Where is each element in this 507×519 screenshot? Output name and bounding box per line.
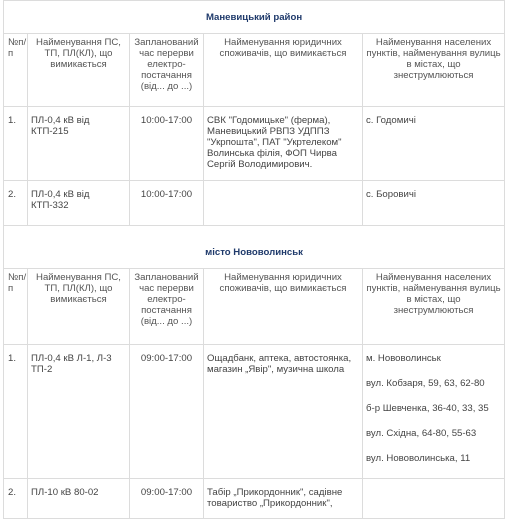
outage-schedule-table <box>3 0 505 519</box>
row-time: 09:00-17:00 <box>130 345 204 479</box>
row-consumers: Табір „Прикордонник", садівне товариство „Прикордонник", <box>204 479 363 519</box>
header-number: №п/п <box>4 34 28 107</box>
header-ps: Найменування ПС, ТП, ПЛ(КЛ), що вимикається <box>28 34 130 107</box>
row-settlements <box>363 345 505 479</box>
row-ps: ПЛ-10 кВ 80-02 <box>28 479 130 519</box>
header-settlements: Найменування населених пунктів, найменування вулиць в містах, що знеструмлюються <box>363 34 505 107</box>
header-consumers: Найменування юридичних споживачів, що вимикається <box>204 269 363 345</box>
row-settlements: с. Годомичі <box>363 107 505 181</box>
table-header-row <box>4 269 505 345</box>
row-number: 1. <box>4 107 28 181</box>
header-ps: Найменування ПС, ТП, ПЛ(КЛ), що вимикається <box>28 269 130 345</box>
table-row <box>4 345 505 479</box>
settlement-line: вул. Східна, 64-80, 55-63 <box>366 428 477 439</box>
row-ps: ПЛ-0,4 кВ Л-1, Л-3 ТП-2 <box>28 345 130 479</box>
header-settlements: Найменування населених пунктів, найменування вулиць в містах, що знеструмлюються <box>363 269 505 345</box>
row-ps: ПЛ-0,4 кВ від КТП-215 <box>28 107 130 181</box>
settlement-line: м. Нововолинськ <box>366 353 441 364</box>
table-row <box>4 479 505 519</box>
header-time: Запланований час перерви електро-постачання (від... до ...) <box>130 269 204 345</box>
row-ps: ПЛ-0,4 кВ від КТП-332 <box>28 181 130 226</box>
row-number: 2. <box>4 479 28 519</box>
row-number: 1. <box>4 345 28 479</box>
settlement-line: б-р Шевченка, 36-40, 33, 35 <box>366 403 489 414</box>
table-header-row <box>4 34 505 107</box>
row-consumers: СВК "Годомицьке" (ферма), Маневицький РВПЗ УДППЗ "Укрпошта", ПАТ "Укртелеком" Волинська філія, ФОП Чирва Сергій Володимирович. <box>204 107 363 181</box>
row-consumers: Ощадбанк, аптека, автостоянка, магазин „Явір", музична школа <box>204 345 363 479</box>
header-number: №п/п <box>4 269 28 345</box>
row-time: 09:00-17:00 <box>130 479 204 519</box>
header-consumers: Найменування юридичних споживачів, що вимикається <box>204 34 363 107</box>
row-time: 10:00-17:00 <box>130 181 204 226</box>
settlement-line: вул. Нововолинська, 11 <box>366 453 471 464</box>
row-consumers <box>204 181 363 226</box>
row-number: 2. <box>4 181 28 226</box>
row-settlements <box>363 479 505 519</box>
table-row <box>4 107 505 181</box>
row-settlements: с. Боровичі <box>363 181 505 226</box>
row-time: 10:00-17:00 <box>130 107 204 181</box>
table-row <box>4 181 505 226</box>
section-title-manevychi: Маневицький район <box>4 1 505 34</box>
section-title-novovolynsk: місто Нововолинськ <box>4 226 505 269</box>
header-time: Запланований час перерви електро-постачання (від... до ...) <box>130 34 204 107</box>
settlement-line: вул. Кобзаря, 59, 63, 62-80 <box>366 378 485 389</box>
